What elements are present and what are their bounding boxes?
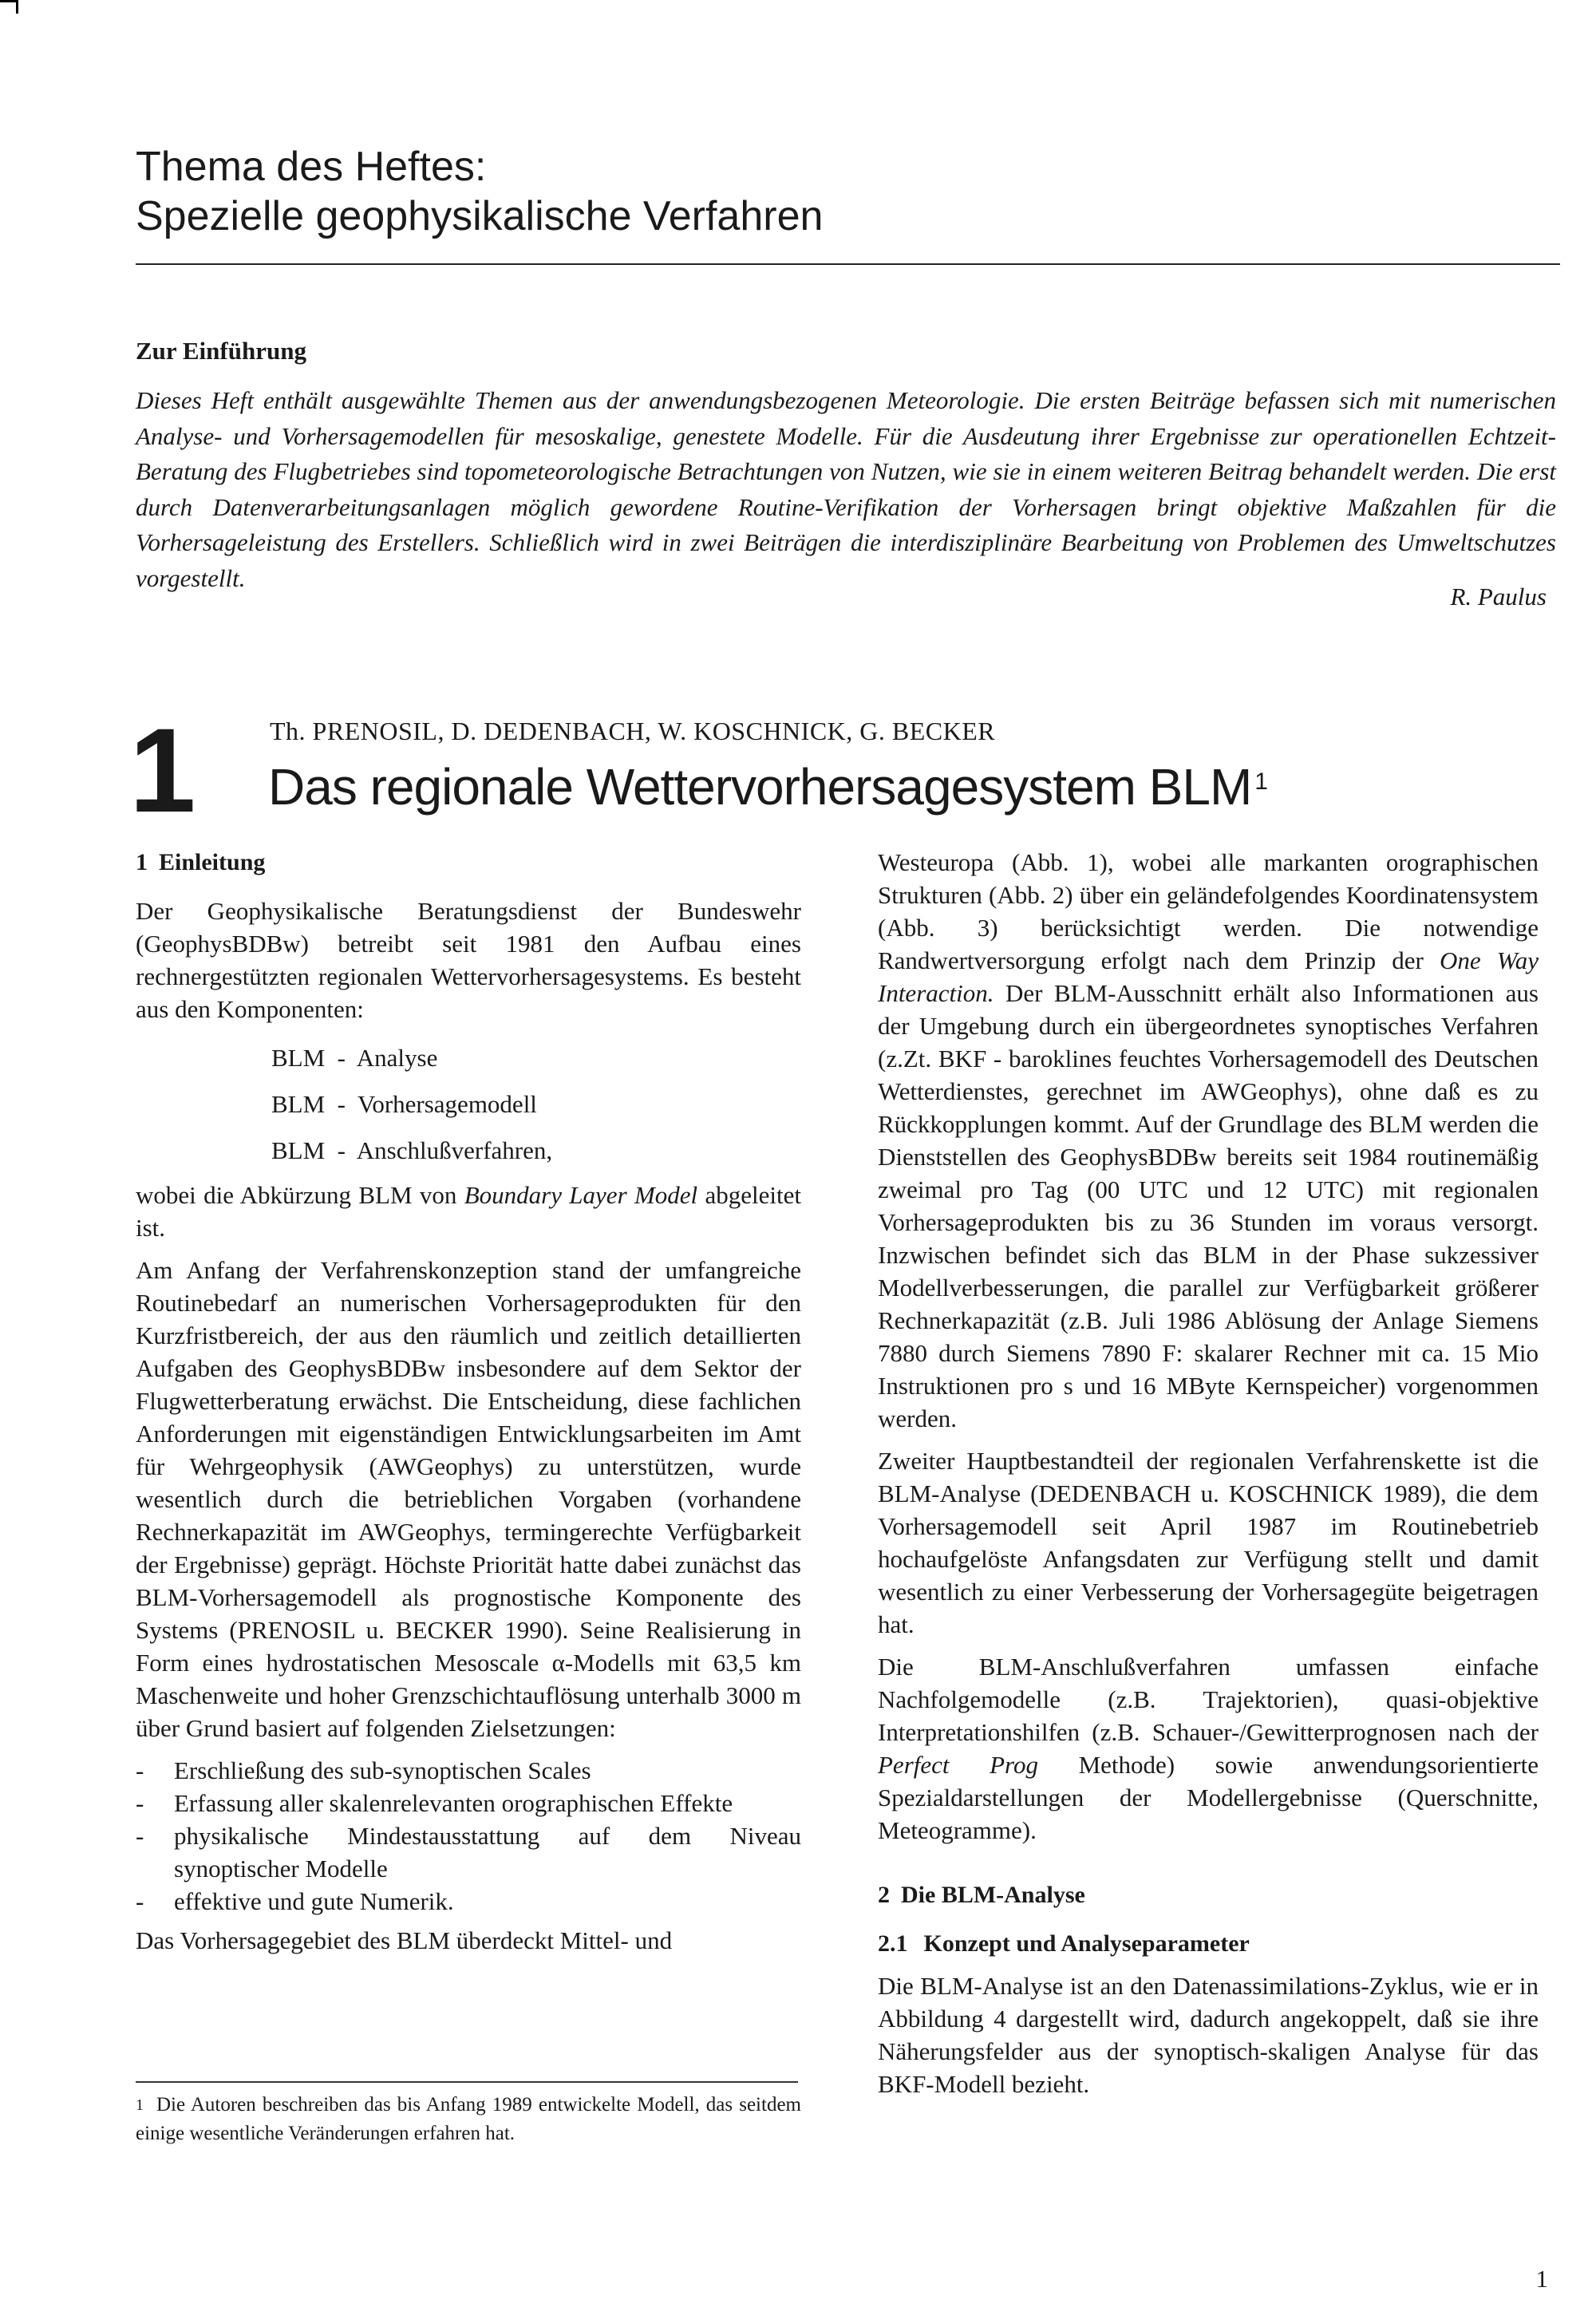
left-column <box>136 846 801 1966</box>
intro-heading: Zur Einführung <box>136 337 306 365</box>
goal-list <box>136 1754 801 1918</box>
footnote-text: Die Autoren beschreiben das bis Anfang 1989 entwickelte Modell, das seitdem einige wesentliche Veränderungen erfahren hat. <box>136 2094 801 2144</box>
issue-header-line-1: Thema des Heftes: <box>136 144 487 190</box>
footnote <box>136 2091 801 2148</box>
crop-mark <box>0 0 18 14</box>
footnote-rule <box>136 2081 798 2083</box>
article-title <box>268 755 1267 819</box>
goal-item <box>136 1787 801 1819</box>
issue-header-line-2: Spezielle geophysikalische Verfahren <box>136 193 824 239</box>
dash: - <box>136 1887 144 1915</box>
section-1-number: 1 <box>136 849 148 875</box>
goal-item <box>136 1885 801 1918</box>
goal-item <box>136 1754 801 1787</box>
header-rule <box>136 263 1560 265</box>
paragraph: Der Geophysikalische Beratungsdienst der Bundeswehr (GeophysBDBw) betreibt seit 1981 den Aufbau eines rechnergestützten regionalen Wettervorhersagesystems. Es besteht aus den Komponenten: <box>136 897 801 1023</box>
component-item: BLM - Vorhersagemodell <box>271 1090 537 1118</box>
article-authors: Th. PRENOSIL, D. DEDENBACH, W. KOSCHNICK, G. BECKER <box>270 717 996 745</box>
goal-text: effektive und gute Numerik. <box>174 1887 454 1915</box>
section-2-1-number: 2.1 <box>878 1930 908 1957</box>
goal-item <box>136 1819 801 1885</box>
article-title-footnote-mark: 1 <box>1254 768 1267 795</box>
emphasis: Boundary Layer Model <box>464 1181 698 1209</box>
section-2-heading <box>878 1878 1539 1911</box>
dash: - <box>136 1789 144 1817</box>
goal-text: Erschließung des sub-synoptischen Scales <box>174 1756 591 1784</box>
paragraph <box>878 846 1539 1435</box>
footnote-mark: 1 <box>136 2096 144 2114</box>
issue-header <box>136 142 1572 241</box>
component-item: BLM - Anschlußverfahren, <box>271 1136 553 1164</box>
section-1-title: Einleitung <box>159 849 266 875</box>
section-2-1-heading <box>878 1927 1539 1960</box>
paragraph <box>878 1650 1539 1847</box>
section-1-heading <box>136 846 801 879</box>
text-run: abgeleitet ist. <box>136 1181 801 1242</box>
article-title-text: Das regionale Wettervorhersagesystem BLM <box>268 758 1252 816</box>
intro-text: Dieses Heft enthält ausgewählte Themen aus der anwendungsbezogenen Meteorologie. Die ersten Beiträge befassen sich mit numerischen Analyse- und Vorhersagemodellen für mesoskalige, genestete Modelle. Für die Ausdeutung ihrer Ergebnisse zur operationellen Echtzeit-Beratung des Flugbetriebes sind topometeorologische Betrachtungen von Nutzen, wie sie in einem weiteren Beitrag behandelt werden. Die erst durch Datenverarbeitungsanlagen möglich gewordene Routine-Verifikation der Vorhersagen bringt objektive Maßzahlen für die Vorhersageleistung des Erstellers. Schließlich wird in zwei Beiträgen die interdisziplinäre Bearbeitung von Problemen des Umweltschutzes vorgestellt. <box>136 386 1556 592</box>
section-2-title: Die BLM-Analyse <box>901 1882 1085 1908</box>
emphasis: One Way Interaction. <box>878 946 1539 1007</box>
section-2-1-title: Konzept und Analyseparameter <box>923 1930 1250 1957</box>
paragraph: Am Anfang der Verfahrenskonzeption stand der umfangreiche Routinebedarf an numerischen Vorhersageprodukten für den Kurzfristbereich, der aus den räumlich und zeitlich detaillierten Aufgaben des GeophysBDBw insbesondere auf dem Sektor der Flugwetterberatung erwächst. Die Entscheidung, diese fachlichen Anforderungen mit eigenständigen Entwicklungsarbeiten im Amt für Wehrgeophysik (AWGeophys) zu unterstützen, wurde wesentlich durch die betrieblichen Vorgaben (vorhandene Rechnerkapazität im AWGeophys, termingerechte Verfügbarkeit der Ergebnisse) geprägt. Höchste Priorität hatte dabei zunächst das BLM-Vorhersagemodell als prognostische Komponente des Systems (PRENOSIL u. BECKER 1990). Seine Realisierung in Form eines hydrostatischen Mesoscale α-Modells mit 63,5 km Maschenweite und hoher Grenzschichtauflösung unterhalb 3000 m über Grund basiert auf folgenden Zielsetzungen: <box>136 1256 801 1742</box>
section-2-number: 2 <box>878 1882 890 1908</box>
component-list <box>271 1035 801 1174</box>
text-run: Methode) sowie anwendungsorientierte Spezialdarstellungen der Modellergebnisse (Querschnitte, Meteogramme). <box>878 1751 1539 1844</box>
dash: - <box>136 1822 144 1850</box>
text-run: Der BLM-Ausschnitt erhält also Informationen aus der Umgebung durch ein übergeordnetes synoptisches Verfahren (z.Zt. BKF - baroklines feuchtes Vorhersagemodell des Deutschen Wetterdienstes, gerechnet im AWGeophys), ohne daß es zu Rückkopplungen kommt. Auf der Grundlage des BLM werden die Dienststellen des GeophysBDBw bereits seit 1984 routinemäßig zweimal pro Tag (00 UTC und 12 UTC) mit regionalen Vorhersageprodukten bis zu 36 Stunden im voraus versorgt. Inzwischen befindet sich das BLM in der Phase sukzessiver Modellverbesserungen, die parallel zur Verfügbarkeit größerer Rechnerkapazität (z.B. Juli 1986 Ablösung der Anlage Siemens 7880 durch Siemens 7890 F: skalarer Rechner mit ca. 15 Mio Instruktionen pro s und 16 MByte Kernspeicher) vorgenommen werden. <box>878 979 1539 1432</box>
dash: - <box>136 1756 144 1784</box>
component-item: BLM - Analyse <box>271 1044 438 1072</box>
goal-text: physikalische Mindestausstattung auf dem Niveau synoptischer Modelle <box>174 1822 801 1882</box>
text-run: wobei die Abkürzung BLM von <box>136 1181 464 1209</box>
article-number: 1 <box>129 703 196 837</box>
goal-text: Erfassung aller skalenrelevanten orographischen Effekte <box>174 1789 733 1817</box>
intro-signature: R. Paulus <box>1450 583 1547 610</box>
emphasis: Perfect Prog <box>878 1751 1038 1779</box>
text-run: Die BLM-Anschlußverfahren umfassen einfache Nachfolgemodelle (z.B. Trajektorien), quasi-objektive Interpretationshilfen (z.B. Schauer-/Gewitterprognosen nach der <box>878 1653 1539 1746</box>
paragraph: Zweiter Hauptbestandteil der regionalen Verfahrenskette ist die BLM-Analyse (DEDENBACH u. KOSCHNICK 1989), die dem Vorhersagemodell seit April 1987 im Routinebetrieb hochaufgelöste Anfangsdaten zur Verfügung stellt und damit wesentlich zu einer Verbesserung der Vorhersagegüte beigetragen hat. <box>878 1447 1539 1638</box>
paragraph <box>136 1179 801 1244</box>
right-column <box>878 846 1539 2110</box>
text-run: Westeuropa (Abb. 1), wobei alle markanten orographischen Strukturen (Abb. 2) über ein geländefolgendes Koordinatensystem (Abb. 3) berücksichtigt werden. Die notwendige Randwertversorgung erfolgt nach dem Prinzip der <box>878 848 1539 974</box>
paragraph: Das Vorhersagegebiet des BLM überdeckt Mittel- und <box>136 1926 673 1954</box>
paragraph: Die BLM-Analyse ist an den Datenassimilations-Zyklus, wie er in Abbildung 4 dargestellt wird, dadurch angekoppelt, daß sie ihre Näherungsfelder aus der synoptisch-skaligen Analyse für das BKF-Modell bezieht. <box>878 1972 1539 2098</box>
page-number: 1 <box>1535 2265 1548 2293</box>
